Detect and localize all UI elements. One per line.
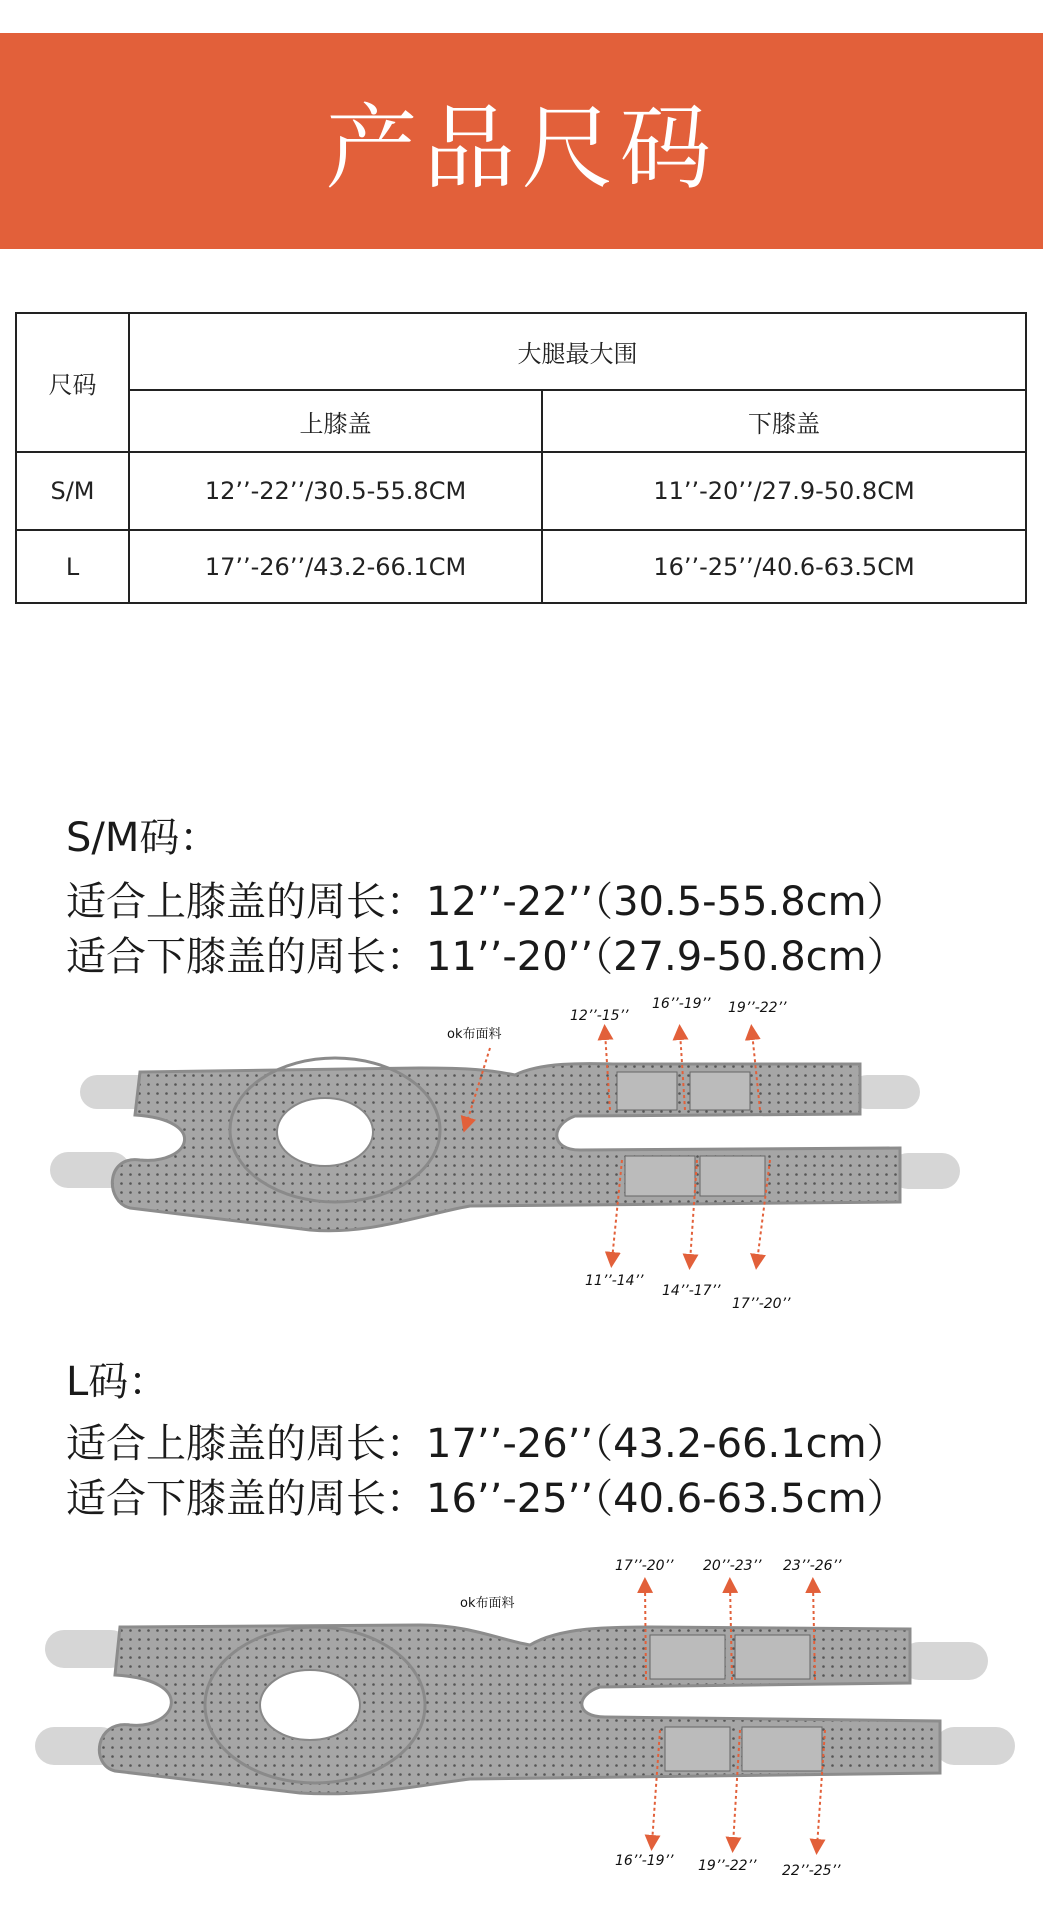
size-cell: L	[16, 530, 129, 603]
fabric-label: ok布面料	[447, 1027, 502, 1042]
thigh-max-header: 大腿最大围	[129, 313, 1026, 390]
upper-mark-label: 19’’-22’’	[728, 1000, 787, 1016]
sm-lower-fit: 适合下膝盖的周长：11’’-20’’（27.9-50.8cm）	[66, 934, 907, 980]
upper-mark-label: 23’’-26’’	[783, 1558, 842, 1574]
upper-range-cell: 12’’-22’’/30.5-55.8CM	[129, 452, 542, 530]
sm-upper-fit: 适合上膝盖的周长：12’’-22’’（30.5-55.8cm）	[66, 879, 907, 925]
lower-range-cell: 11’’-20’’/27.9-50.8CM	[542, 452, 1026, 530]
patella-hole	[277, 1098, 373, 1166]
size-table	[15, 312, 1027, 604]
size-header: 尺码	[16, 313, 129, 452]
l-knee-brace-diagram	[0, 1545, 1043, 1920]
lower-mark-label: 19’’-22’’	[698, 1858, 757, 1874]
sm-knee-brace-diagram	[0, 990, 1043, 1330]
fabric-label: ok布面料	[460, 1596, 515, 1611]
lower-knee-header: 下膝盖	[542, 390, 1026, 452]
sm-heading: S/M码：	[66, 815, 220, 861]
upper-range-cell: 17’’-26’’/43.2-66.1CM	[129, 530, 542, 603]
page-title: 产品尺码	[325, 95, 718, 202]
title-banner	[0, 33, 1043, 249]
lower-mark-label: 22’’-25’’	[782, 1863, 841, 1879]
lower-mark-label: 11’’-14’’	[585, 1273, 644, 1289]
upper-knee-header: 上膝盖	[129, 390, 542, 452]
lower-mark-label: 16’’-19’’	[615, 1853, 674, 1869]
upper-mark-label: 20’’-23’’	[703, 1558, 762, 1574]
velcro-tab	[900, 1642, 988, 1680]
lower-mark-label: 14’’-17’’	[662, 1283, 721, 1299]
l-heading: L码：	[66, 1359, 169, 1405]
velcro-tab	[935, 1727, 1015, 1765]
table-row	[16, 452, 1026, 530]
l-upper-fit: 适合上膝盖的周长：17’’-26’’（43.2-66.1cm）	[66, 1421, 907, 1467]
upper-mark-label: 12’’-15’’	[570, 1008, 629, 1024]
patella-hole	[260, 1670, 360, 1740]
size-cell: S/M	[16, 452, 129, 530]
table-row	[16, 530, 1026, 603]
upper-mark-label: 16’’-19’’	[652, 996, 711, 1012]
brace-body	[112, 1064, 900, 1231]
lower-range-cell: 16’’-25’’/40.6-63.5CM	[542, 530, 1026, 603]
lower-mark-label: 17’’-20’’	[732, 1296, 791, 1312]
l-lower-fit: 适合下膝盖的周长：16’’-25’’（40.6-63.5cm）	[66, 1476, 907, 1522]
upper-mark-label: 17’’-20’’	[615, 1558, 674, 1574]
